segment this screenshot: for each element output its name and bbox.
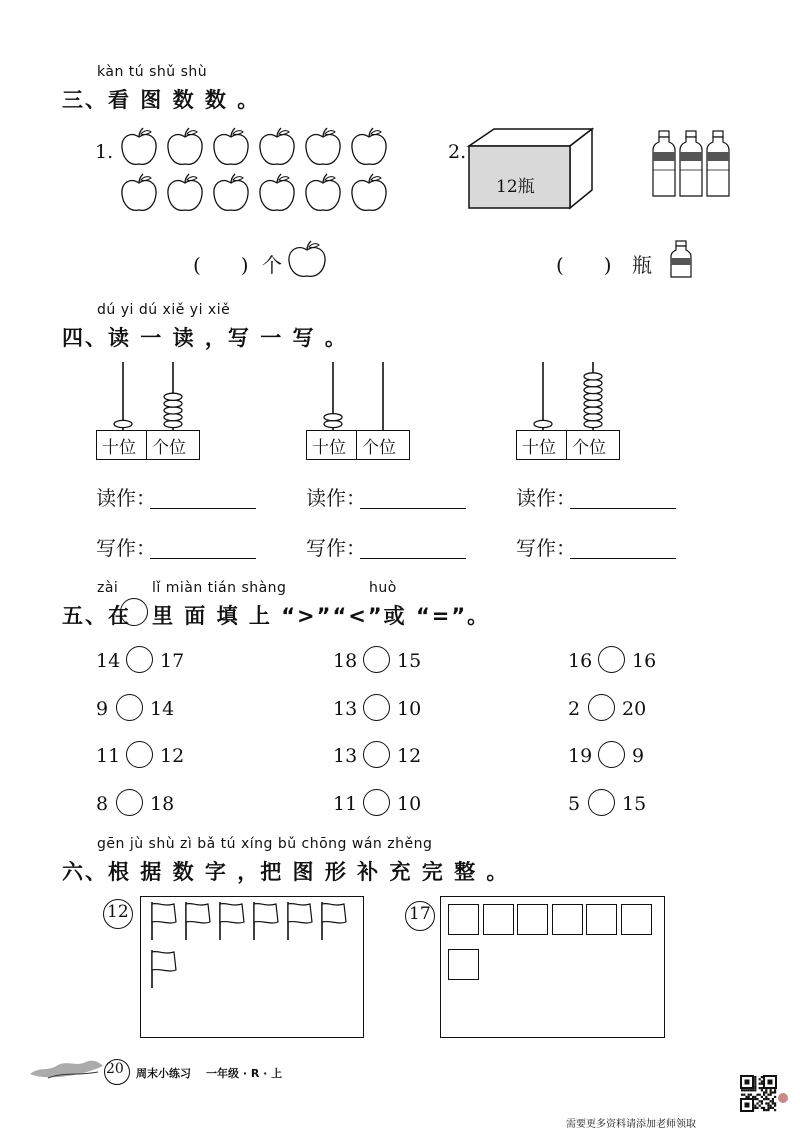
q2-unit: 瓶 <box>632 253 652 277</box>
bottle-box-icon <box>466 126 596 212</box>
write-label: 写作： <box>306 536 366 560</box>
apple-icon <box>214 174 248 210</box>
left-number: 12 <box>107 902 129 922</box>
apple-icon <box>306 128 340 164</box>
abacus-bead <box>584 400 602 407</box>
right-number: 12 <box>397 745 422 767</box>
abacus-bead <box>584 407 602 414</box>
abacus-bead <box>584 420 602 427</box>
compare-answer-circle[interactable] <box>363 646 390 673</box>
abacus-bead <box>584 373 602 380</box>
section5-pinyin-main: lǐ miàn tián shàng <box>152 580 287 596</box>
apple-icon <box>260 174 294 210</box>
flag-icon <box>186 902 210 940</box>
apple-icon <box>122 128 156 164</box>
abacus-bead <box>164 414 182 421</box>
qr-note: 需要更多资料请添加老师领取 <box>566 1119 696 1130</box>
q1-answer-blank[interactable]: ( ) <box>193 253 249 277</box>
square-shape <box>621 904 652 935</box>
compare-answer-circle[interactable] <box>116 694 143 721</box>
flag-group <box>148 902 358 992</box>
right-number: 20 <box>622 698 647 720</box>
section3-heading: 三、看 图 数 数 。 <box>62 88 261 112</box>
apple-icon <box>122 174 156 210</box>
q2-label: 2. <box>448 141 467 163</box>
flag-icon <box>254 902 278 940</box>
q1-unit: 个 <box>262 253 282 277</box>
right-number: 17 <box>160 650 185 672</box>
read-answer-line[interactable] <box>360 508 466 509</box>
abacus-bead <box>324 420 342 427</box>
left-number: 13 <box>333 698 358 720</box>
q1-label: 1. <box>95 141 114 163</box>
square-shape <box>448 904 479 935</box>
bottle-icon <box>653 131 675 196</box>
left-number: 14 <box>96 650 121 672</box>
compare-row <box>333 741 433 771</box>
qr-code-icon[interactable] <box>741 1076 789 1112</box>
abacus-bead <box>164 407 182 414</box>
square-shape <box>586 904 617 935</box>
square-shape <box>517 904 548 935</box>
bottle-icon <box>680 131 702 196</box>
abacus-bead <box>584 414 602 421</box>
compare-row <box>568 646 668 676</box>
abacus-bead <box>584 380 602 387</box>
apple-icon <box>214 128 248 164</box>
right-number: 14 <box>150 698 175 720</box>
write-answer-line[interactable] <box>360 558 466 559</box>
right-number: 16 <box>632 650 657 672</box>
bottle-group-icon <box>648 130 738 200</box>
right-number: 10 <box>397 793 422 815</box>
left-number: 19 <box>568 745 593 767</box>
right-number: 10 <box>397 698 422 720</box>
section5-heading-a: 五、在 <box>62 604 131 628</box>
section4-pinyin: dú yi dú xiě yi xiě <box>97 302 231 318</box>
right-number: 18 <box>150 793 175 815</box>
compare-answer-circle[interactable] <box>363 741 390 768</box>
tens-label: 十位 <box>312 438 346 458</box>
bottle-icon <box>670 240 692 280</box>
abacus-bead <box>114 420 132 427</box>
section4-heading: 四、读 一 读 ，写 一 写 。 <box>62 326 348 350</box>
read-answer-line[interactable] <box>570 508 676 509</box>
tens-label: 十位 <box>522 438 556 458</box>
read-label: 读作： <box>96 486 156 510</box>
left-number: 13 <box>333 745 358 767</box>
left-number: 9 <box>96 698 109 720</box>
abacus-bead <box>164 400 182 407</box>
square-shape <box>483 904 514 935</box>
apple-icon <box>352 128 386 164</box>
section3-pinyin: kàn tú shǔ shù <box>97 64 208 80</box>
apple-icon <box>168 174 202 210</box>
flag-icon <box>288 902 312 940</box>
compare-answer-circle[interactable] <box>588 694 615 721</box>
book-title: 周末小练习 <box>136 1067 191 1080</box>
compare-row <box>333 694 433 724</box>
apple-icon <box>306 174 340 210</box>
compare-answer-circle[interactable] <box>363 789 390 816</box>
compare-answer-circle[interactable] <box>363 694 390 721</box>
section6-pinyin: gēn jù shù zì bǎ tú xíng bǔ chōng wán zhěng <box>97 836 433 852</box>
right-number: 17 <box>409 904 431 924</box>
left-number: 11 <box>96 745 121 767</box>
right-number: 9 <box>632 745 645 767</box>
left-number: 8 <box>96 793 109 815</box>
read-label: 读作： <box>306 486 366 510</box>
flag-icon <box>152 902 176 940</box>
left-number: 11 <box>333 793 358 815</box>
write-answer-line[interactable] <box>150 558 256 559</box>
section5-pinyin-zai: zài <box>97 580 119 596</box>
compare-row <box>568 741 668 771</box>
abacus-bead <box>164 393 182 400</box>
ones-label: 个位 <box>152 438 186 458</box>
read-label: 读作： <box>516 486 576 510</box>
square-shape <box>448 949 479 980</box>
tens-label: 十位 <box>102 438 136 458</box>
compare-answer-circle[interactable] <box>588 789 615 816</box>
right-number: 15 <box>397 650 422 672</box>
apple-icon <box>168 128 202 164</box>
compare-row <box>333 646 433 676</box>
compare-answer-circle[interactable] <box>598 646 625 673</box>
compare-row <box>568 789 668 819</box>
right-number: 12 <box>160 745 185 767</box>
left-number: 16 <box>568 650 593 672</box>
apple-icon <box>260 128 294 164</box>
abacus-bead <box>584 386 602 393</box>
left-number: 18 <box>333 650 358 672</box>
compare-row <box>568 694 668 724</box>
compare-row <box>96 646 196 676</box>
section5-pinyin-huo: huò <box>369 580 397 596</box>
abacus-bead <box>324 414 342 421</box>
write-label: 写作： <box>516 536 576 560</box>
q2-answer-blank[interactable]: ( ) <box>556 253 612 277</box>
section6-heading: 六、根 据 数 字 ，把 图 形 补 充 完 整 。 <box>62 860 510 884</box>
answer-circle-icon <box>120 598 148 626</box>
compare-answer-circle[interactable] <box>126 646 153 673</box>
flag-icon <box>322 902 346 940</box>
abacus-bead <box>164 420 182 427</box>
page-number: 20 <box>106 1061 124 1077</box>
flag-icon <box>220 902 244 940</box>
compare-answer-circle[interactable] <box>598 741 625 768</box>
write-label: 写作： <box>96 536 156 560</box>
section5-heading-b: 里 面 填 上 “>”“<”或 “=”。 <box>152 604 491 628</box>
apple-icon <box>286 240 328 280</box>
compare-answer-circle[interactable] <box>126 741 153 768</box>
left-number: 5 <box>568 793 581 815</box>
compare-row <box>96 789 196 819</box>
box-label: 12瓶 <box>496 177 535 197</box>
square-shape <box>552 904 583 935</box>
ones-label: 个位 <box>362 438 396 458</box>
flag-icon <box>152 950 176 988</box>
compare-answer-circle[interactable] <box>116 789 143 816</box>
compare-row <box>96 694 196 724</box>
apple-grid <box>118 126 398 218</box>
compare-row <box>333 789 433 819</box>
ones-label: 个位 <box>572 438 606 458</box>
abacus-bead <box>584 393 602 400</box>
left-number: 2 <box>568 698 581 720</box>
right-number: 15 <box>622 793 647 815</box>
grade-label: 一年级 · R · 上 <box>206 1067 283 1080</box>
read-answer-line[interactable] <box>150 508 256 509</box>
apple-icon <box>352 174 386 210</box>
compare-row <box>96 741 196 771</box>
abacus-bead <box>534 420 552 427</box>
bottle-icon <box>707 131 729 196</box>
write-answer-line[interactable] <box>570 558 676 559</box>
